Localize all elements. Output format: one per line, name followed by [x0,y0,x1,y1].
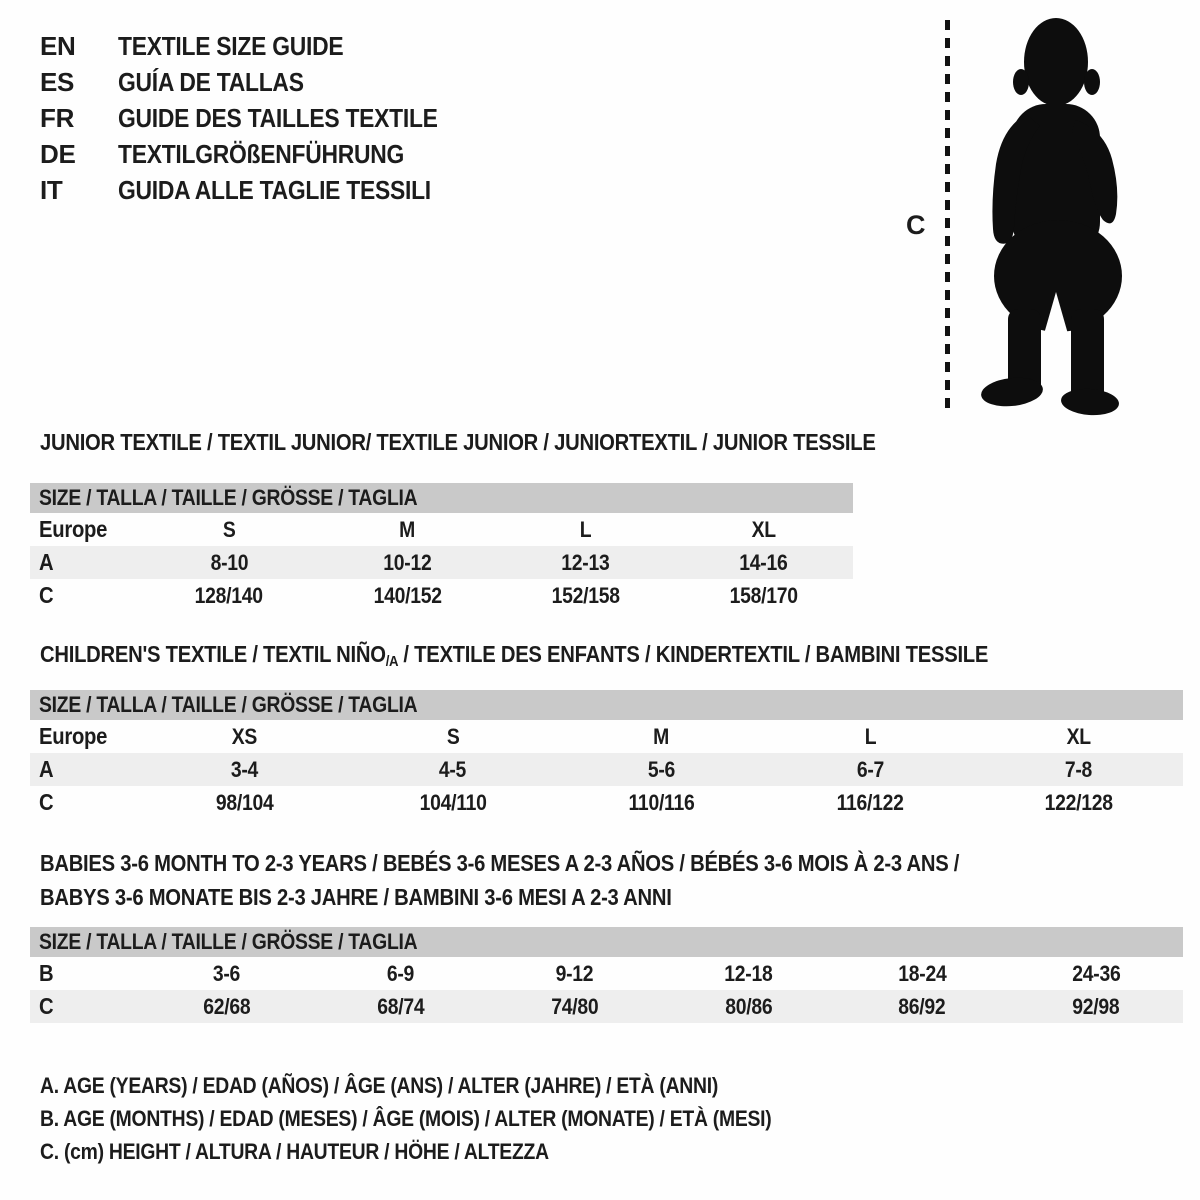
months-cell: 9-12 [555,960,594,986]
age-cell: 8-10 [210,549,248,575]
table-row-height [30,786,1183,819]
junior-section-title: JUNIOR TEXTILE / TEXTIL JUNIOR/ TEXTILE JUNIOR / JUNIORTEXTIL / JUNIOR TESSILE [40,429,876,455]
language-code: ES [40,66,75,97]
babies-size-table [30,927,1183,1023]
height-cell: 128/140 [195,582,264,608]
table-row-europe [30,720,1183,753]
height-cell: 92/98 [1072,993,1120,1019]
age-cell: 12-13 [561,549,610,575]
months-cell: 24-36 [1071,960,1121,986]
language-row-es [40,64,481,100]
nino-a-subscript: /A [385,653,399,670]
language-row-it [40,172,481,208]
table-row-months [30,957,1183,990]
junior-size-table [30,483,853,612]
row-label: Europe [39,516,108,542]
months-cell: 3-6 [213,960,241,986]
guide-title-fr: GUIDE DES TAILLES TEXTILE [118,102,438,133]
months-cell: 18-24 [898,960,947,986]
height-cell: 116/122 [836,789,904,815]
size-cell: XL [751,516,776,542]
guide-title-en: TEXTILE SIZE GUIDE [118,30,344,61]
height-cell: 158/170 [729,582,798,608]
row-label: C [39,993,54,1019]
height-cell: 140/152 [373,582,442,608]
age-cell: 5-6 [647,756,676,782]
height-cell: 122/128 [1044,789,1113,815]
age-cell: 4-5 [439,756,467,782]
size-cell: L [579,516,592,542]
size-header-bar: SIZE / TALLA / TAILLE / GRÖSSE / TAGLIA [30,690,1183,720]
guide-title-es: GUÍA DE TALLAS [118,66,304,97]
legend-line-a: A. AGE (YEARS) / EDAD (AÑOS) / ÂGE (ANS) / ALTER (JAHRE) / ETÀ (ANNI) [40,1073,719,1098]
height-cell: 80/86 [724,993,772,1019]
size-cell: S [222,516,236,542]
size-cell: XS [231,723,257,749]
size-cell: S [446,723,460,749]
height-cell: 104/110 [419,789,487,815]
language-code: IT [40,174,63,205]
age-cell: 7-8 [1065,756,1093,782]
row-label: C [39,789,54,815]
guide-title-it: GUIDA ALLE TAGLIE TESSILI [118,174,431,205]
months-cell: 12-18 [724,960,773,986]
legend-line-b: B. AGE (MONTHS) / EDAD (MESES) / ÂGE (MOIS) / ALTER (MONATE) / ETÀ (MESI) [40,1106,772,1131]
toddler-silhouette [968,14,1134,416]
height-cell: 68/74 [377,993,425,1019]
size-cell: M [399,516,416,542]
babies-section-title: BABIES 3-6 MONTH TO 2-3 YEARS / BEBÉS 3-6 MESES A 2-3 AÑOS / BÉBÉS 3-6 MOIS À 2-3 ANS / BABYS 3-6 MONATE BIS 2-3 JAHRE / BAMBINI 3-6 MESI A 2-3 ANNI [40,850,960,910]
table-row-height [30,990,1183,1023]
height-measure-line [945,20,950,416]
row-label: A [39,549,54,575]
age-cell: 6-7 [856,756,884,782]
language-row-fr [40,100,481,136]
ear-right [1084,69,1100,95]
height-cell: 152/158 [551,582,620,608]
table-row-height [30,579,853,612]
size-header-bar: SIZE / TALLA / TAILLE / GRÖSSE / TAGLIA [30,927,1183,957]
height-cell: 62/68 [203,993,251,1019]
language-row-de [40,136,481,172]
size-cell: L [864,723,876,749]
size-cell: M [653,723,670,749]
language-code: EN [40,30,76,61]
legend-line-c: C. (cm) HEIGHT / ALTURA / HAUTEUR / HÖHE / ALTEZZA [40,1139,549,1164]
size-header-bar: SIZE / TALLA / TAILLE / GRÖSSE / TAGLIA [30,483,853,513]
table-row-age [30,753,1183,786]
height-measure-label: C [906,210,926,240]
row-label: Europe [39,723,108,749]
height-cell: 74/80 [550,993,599,1019]
language-code: FR [40,102,75,133]
children-section-title: CHILDREN'S TEXTILE / TEXTIL $NIÑO_{/A}$ / TEXTILE DES ENFANTS / KINDERTEXTIL / BAMBINI TESSILE [40,641,989,670]
language-row-en [40,28,481,64]
language-code: DE [40,138,76,169]
row-label: B [39,960,54,986]
table-row-age [30,546,853,579]
ear-left [1013,69,1029,95]
height-cell: 98/104 [215,789,274,815]
language-title-list [40,28,481,208]
guide-title-de: TEXTILGRÖßENFÜHRUNG [118,138,405,169]
size-cell: XL [1066,723,1091,749]
table-row-europe [30,513,853,546]
row-label: A [39,756,54,782]
height-cell: 110/116 [628,789,695,815]
height-cell: 86/92 [898,993,946,1019]
row-label: C [39,582,54,608]
age-cell: 14-16 [739,549,788,575]
months-cell: 6-9 [387,960,415,986]
measure-legend [40,1069,871,1168]
children-size-table [30,690,1183,819]
age-cell: 3-4 [230,756,258,782]
age-cell: 10-12 [383,549,432,575]
